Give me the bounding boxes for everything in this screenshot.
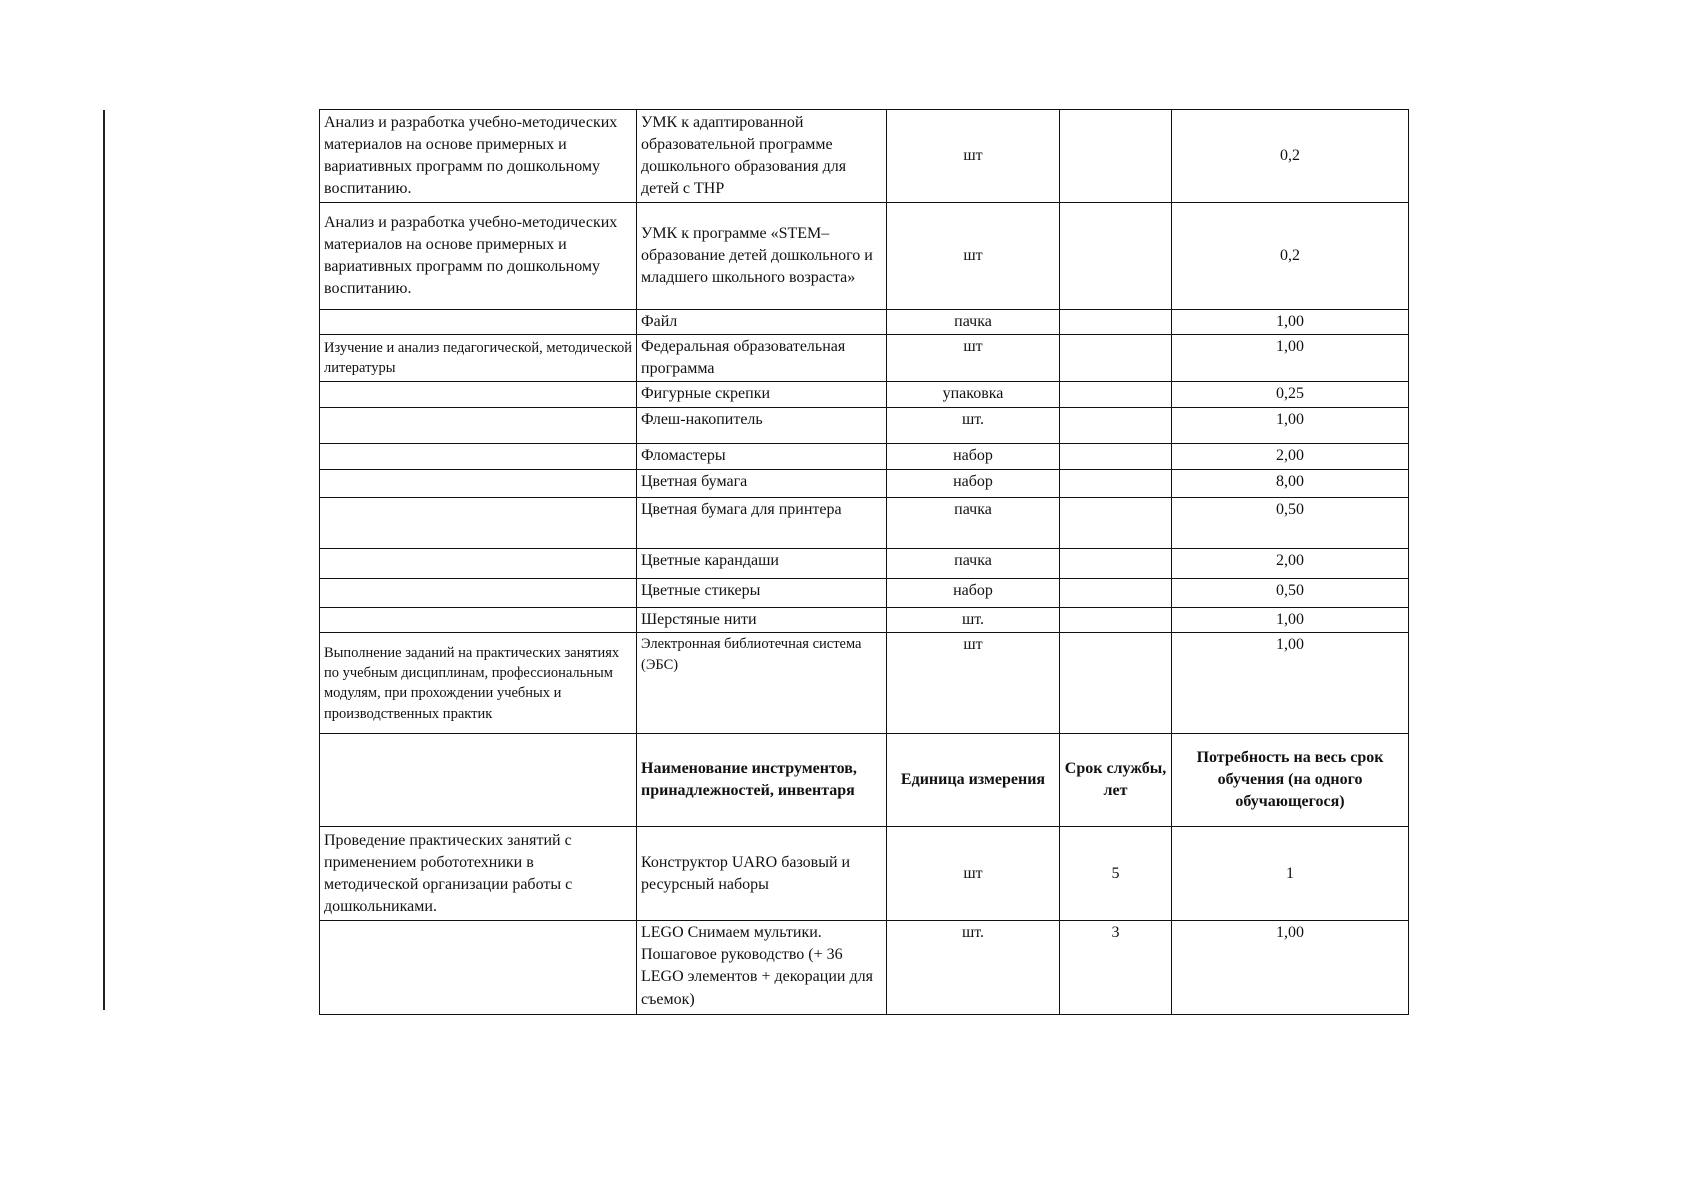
service-life-cell [1060,633,1172,734]
quantity-cell: 0,50 [1172,498,1409,549]
table-row [320,470,1409,498]
unit-cell: шт. [887,608,1060,633]
activity-cell: Выполнение заданий на практических занятиях по учебным дисциплинам, профессиональным модулям, при прохождении учебных и производственных практик [320,633,637,734]
table-row [320,310,1409,335]
activity-cell: Анализ и разработка учебно-методических материалов на основе примерных и вариативных программ по дошкольному воспитанию. [320,110,637,203]
service-life-cell [1060,408,1172,444]
quantity-cell: 2,00 [1172,549,1409,579]
item-name-cell: Цветная бумага [637,470,887,498]
table-row [320,549,1409,579]
activity-cell [320,408,637,444]
quantity-cell: 0,2 [1172,110,1409,203]
item-name-cell: Федеральная образовательная программа [637,335,887,382]
item-name-cell: Файл [637,310,887,335]
table-row [320,608,1409,633]
table-row [320,827,1409,921]
unit-cell: шт [887,827,1060,921]
quantity-cell: 0,50 [1172,579,1409,608]
activity-cell [320,579,637,608]
service-life-cell: 5 [1060,827,1172,921]
quantity-cell: 1,00 [1172,310,1409,335]
table-row [320,110,1409,203]
item-name-cell: Электронная библиотечная система (ЭБС) [637,633,887,734]
activity-cell: Проведение практических занятий с применением робототехники в методической организации работы с дошкольниками. [320,827,637,921]
activity-cell [320,444,637,470]
item-name-cell: Конструктор UARO базовый и ресурсный наборы [637,827,887,921]
activity-cell [320,608,637,633]
unit-cell: шт [887,110,1060,203]
table-row [320,444,1409,470]
activity-cell: Анализ и разработка учебно-методических материалов на основе примерных и вариативных программ по дошкольному воспитанию. [320,203,637,310]
item-name-cell: Шерстяные нити [637,608,887,633]
unit-cell: пачка [887,498,1060,549]
table-row [320,921,1409,1015]
quantity-cell: 1,00 [1172,921,1409,1015]
quantity-cell: 0,25 [1172,382,1409,408]
table-row [320,408,1409,444]
service-life-cell [1060,310,1172,335]
service-life-cell [1060,470,1172,498]
activity-cell [320,382,637,408]
table-row [320,633,1409,734]
header-service-life: Срок службы, лет [1060,734,1172,827]
quantity-cell: 1,00 [1172,408,1409,444]
activity-cell [320,549,637,579]
activity-cell [320,310,637,335]
table-row [320,203,1409,310]
service-life-cell [1060,579,1172,608]
quantity-cell: 1 [1172,827,1409,921]
activity-cell [320,921,637,1015]
unit-cell: пачка [887,310,1060,335]
table-row [320,579,1409,608]
item-name-cell: Цветные карандаши [637,549,887,579]
unit-cell: упаковка [887,382,1060,408]
unit-cell: шт. [887,408,1060,444]
service-life-cell: 3 [1060,921,1172,1015]
page-margin-line [103,110,105,1010]
service-life-cell [1060,608,1172,633]
quantity-cell: 8,00 [1172,470,1409,498]
quantity-cell: 2,00 [1172,444,1409,470]
table-row [320,335,1409,382]
unit-cell: шт [887,203,1060,310]
item-name-cell: Цветная бумага для принтера [637,498,887,549]
quantity-cell: 1,00 [1172,335,1409,382]
quantity-cell: 1,00 [1172,608,1409,633]
activity-cell: Изучение и анализ педагогической, методической литературы [320,335,637,382]
unit-cell: шт [887,633,1060,734]
service-life-cell [1060,549,1172,579]
item-name-cell: Фигурные скрепки [637,382,887,408]
quantity-cell: 1,00 [1172,633,1409,734]
item-name-cell: Фломастеры [637,444,887,470]
service-life-cell [1060,110,1172,203]
header-unit: Единица измерения [887,734,1060,827]
service-life-cell [1060,444,1172,470]
item-name-cell: УМК к адаптированной образовательной программе дошкольного образования для детей с ТНР [637,110,887,203]
service-life-cell [1060,335,1172,382]
table-header-row [320,734,1409,827]
unit-cell: набор [887,444,1060,470]
activity-cell [320,470,637,498]
item-name-cell: LEGO Снимаем мультики. Пошаговое руководство (+ 36 LEGO элементов + декорации для съемок) [637,921,887,1015]
header-item-name: Наименование инструментов, принадлежностей, инвентаря [637,734,887,827]
unit-cell: пачка [887,549,1060,579]
table-row [320,382,1409,408]
header-empty-cell [320,734,637,827]
unit-cell: шт [887,335,1060,382]
item-name-cell: Флеш-накопитель [637,408,887,444]
table-row [320,498,1409,549]
item-name-cell: УМК к программе «STEM–образование детей дошкольного и младшего школьного возраста» [637,203,887,310]
unit-cell: шт. [887,921,1060,1015]
inventory-table [319,109,1409,1015]
service-life-cell [1060,498,1172,549]
unit-cell: набор [887,470,1060,498]
item-name-cell: Цветные стикеры [637,579,887,608]
service-life-cell [1060,203,1172,310]
quantity-cell: 0,2 [1172,203,1409,310]
unit-cell: набор [887,579,1060,608]
header-quantity: Потребность на весь срок обучения (на одного обучающегося) [1172,734,1409,827]
activity-cell [320,498,637,549]
service-life-cell [1060,382,1172,408]
